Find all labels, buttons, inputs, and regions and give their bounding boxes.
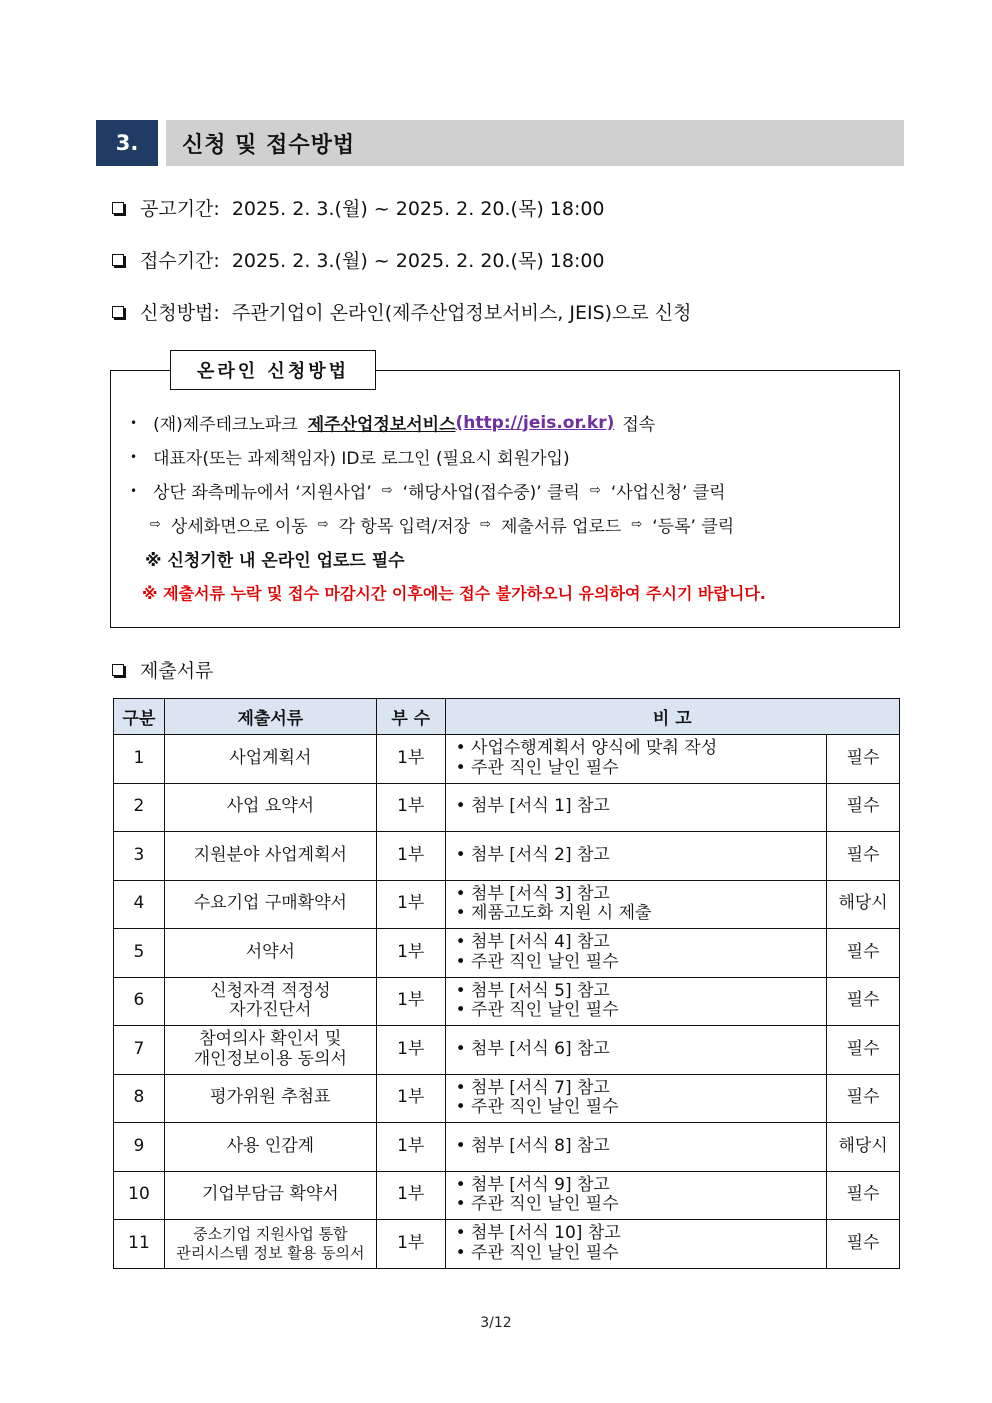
table-row: [114, 1220, 900, 1269]
cell-required: 필수: [827, 832, 900, 881]
checkbox-bullet-icon: [112, 306, 124, 318]
cell-required: 해당시: [827, 1123, 900, 1172]
cell-remarks: [445, 1026, 827, 1075]
step3-b: ‘해당사업(접수중)’ 클릭: [402, 483, 580, 503]
bullet-text: 주관기업이 온라인(제주산업정보서비스, JEIS)으로 신청: [231, 302, 692, 324]
cell-required: 필수: [827, 1074, 900, 1123]
cell-copies: 1부: [376, 1026, 445, 1075]
table-row: [114, 783, 900, 832]
bullet-label: 신청방법:: [140, 302, 220, 324]
cell-no: 6: [114, 977, 165, 1026]
cell-required: 필수: [827, 735, 900, 784]
remark-text: 주관 직인 날인 필수: [471, 1097, 619, 1118]
remark-line2: • 주관 직인 날인 필수: [455, 757, 619, 778]
doc-name-line1: 지원분야 사업계획서: [193, 844, 347, 865]
cell-no: 11: [114, 1220, 165, 1269]
cell-remarks: [445, 832, 827, 881]
cell-doc: [164, 929, 376, 978]
remark-text: 주관 직인 날인 필수: [471, 757, 619, 778]
section-number: 3.: [96, 120, 158, 166]
cell-required: 해당시: [827, 880, 900, 929]
table-row: [114, 1123, 900, 1172]
page-number: 3/12: [480, 1315, 512, 1331]
bullet-application-method: [112, 298, 692, 325]
table-row: [114, 1171, 900, 1220]
remark-text: 주관 직인 날인 필수: [471, 1000, 619, 1021]
remark-line1: • 첨부 [서식 1] 참고: [455, 796, 610, 817]
remark-text: 첨부 [서식 8] 참고: [471, 1135, 610, 1156]
bullet-announcement-period: [112, 194, 605, 221]
online-note-deadline: ※ 신청기한 내 온라인 업로드 필수: [145, 551, 405, 571]
remark-text: 주관 직인 날인 필수: [471, 951, 619, 972]
cell-remarks: [445, 1220, 827, 1269]
remark-text: 첨부 [서식 2] 참고: [471, 844, 610, 865]
remark-line2: • 주관 직인 날인 필수: [455, 1242, 619, 1263]
doc-name-line2: 자가진단서: [229, 1000, 312, 1021]
documents-table: [113, 698, 900, 1269]
arrow-right-icon: ⇨: [589, 483, 601, 498]
doc-name-line1: 서약서: [245, 941, 295, 962]
remark-line2: • 제품고도화 지원 시 제출: [455, 903, 652, 924]
remark-text: 첨부 [서식 9] 참고: [471, 1174, 610, 1195]
cell-remarks: [445, 735, 827, 784]
remark-text: 첨부 [서식 5] 참고: [471, 980, 610, 1001]
cell-no: 5: [114, 929, 165, 978]
cell-required: 필수: [827, 1220, 900, 1269]
header-remarks: 비 고: [445, 699, 899, 735]
table-row: [114, 880, 900, 929]
cell-remarks: [445, 783, 827, 832]
remark-line2: • 주관 직인 날인 필수: [455, 1097, 619, 1118]
cell-copies: 1부: [376, 977, 445, 1026]
cell-no: 2: [114, 783, 165, 832]
cell-doc: [164, 735, 376, 784]
checkbox-bullet-icon: [112, 202, 124, 214]
cell-remarks: [445, 1171, 827, 1220]
step4-a: 상세화면으로 이동: [170, 517, 308, 537]
table-row: [114, 977, 900, 1026]
bullet-label: 공고기간:: [140, 198, 220, 220]
step4-b: 각 항목 입력/저장: [338, 517, 471, 537]
cell-no: 8: [114, 1074, 165, 1123]
remark-text: 첨부 [서식 3] 참고: [471, 883, 610, 904]
cell-required: 필수: [827, 1026, 900, 1075]
service-name: 제주산업정보서비스: [307, 415, 456, 435]
bullet-dot-icon: •: [130, 415, 138, 430]
section-header: [96, 120, 904, 166]
bullet-dot-icon: •: [130, 483, 138, 498]
step4-c: 제출서류 업로드: [501, 517, 622, 537]
step2-text: 대표자(또는 과제책임자) ID로 로그인 (필요시 회원가입): [153, 449, 570, 469]
online-method-title: 온라인 신청방법: [170, 350, 376, 390]
cell-copies: 1부: [376, 735, 445, 784]
remark-line1: • 첨부 [서식 2] 참고: [455, 844, 610, 865]
docs-heading: [112, 656, 213, 683]
remark-line1: • 첨부 [서식 10] 참고: [455, 1223, 621, 1244]
cell-copies: 1부: [376, 929, 445, 978]
cell-required: 필수: [827, 783, 900, 832]
cell-copies: 1부: [376, 783, 445, 832]
doc-name-line1: 수요기업 구매확약서: [193, 893, 347, 914]
cell-remarks: [445, 977, 827, 1026]
table-row: [114, 832, 900, 881]
header-no: 구분: [114, 699, 165, 735]
doc-name-line2: 개인정보이용 동의서: [193, 1048, 347, 1069]
remark-text: 첨부 [서식 7] 참고: [471, 1077, 610, 1098]
step1-prefix: (재)제주테크노파크: [153, 415, 298, 435]
cell-remarks: [445, 880, 827, 929]
cell-doc: [164, 1123, 376, 1172]
cell-doc: [164, 977, 376, 1026]
doc-name-line1: 기업부담금 확약서: [201, 1184, 339, 1205]
step4-d: ‘등록’ 클릭: [652, 517, 735, 537]
doc-name-line1: 참여의사 확인서 및: [199, 1029, 342, 1050]
cell-no: 9: [114, 1123, 165, 1172]
arrow-right-icon: ⇨: [631, 517, 643, 532]
bullet-text: 2025. 2. 3.(월) ~ 2025. 2. 20.(목) 18:00: [231, 198, 605, 220]
cell-doc: [164, 832, 376, 881]
cell-doc: [164, 1171, 376, 1220]
remark-line1: • 첨부 [서식 4] 참고: [455, 932, 610, 953]
cell-copies: 1부: [376, 880, 445, 929]
arrow-right-icon: ⇨: [150, 517, 161, 532]
cell-no: 4: [114, 880, 165, 929]
table-row: [114, 1026, 900, 1075]
table-row: [114, 1074, 900, 1123]
table-header-row: [114, 699, 900, 735]
cell-copies: 1부: [376, 832, 445, 881]
bullet-dot-icon: •: [130, 449, 138, 464]
arrow-right-icon: ⇨: [381, 483, 393, 498]
remark-text: 첨부 [서식 6] 참고: [471, 1038, 610, 1059]
cell-copies: 1부: [376, 1074, 445, 1123]
cell-no: 7: [114, 1026, 165, 1075]
online-note-warning: ※ 제출서류 누락 및 접수 마감시간 이후에는 접수 불가하오니 유의하여 주시기 바랍니다.: [142, 584, 766, 603]
cell-doc: [164, 1074, 376, 1123]
remark-text: 주관 직인 날인 필수: [471, 1242, 619, 1263]
remark-text: 주관 직인 날인 필수: [471, 1194, 619, 1215]
remark-text: 첨부 [서식 10] 참고: [471, 1223, 621, 1244]
cell-required: 필수: [827, 1171, 900, 1220]
cell-doc: [164, 1026, 376, 1075]
remark-line2: • 주관 직인 날인 필수: [455, 1194, 619, 1215]
cell-remarks: [445, 1074, 827, 1123]
remark-line1: • 첨부 [서식 5] 참고: [455, 980, 610, 1001]
bullet-label: 접수기간:: [140, 250, 220, 272]
cell-copies: 1부: [376, 1171, 445, 1220]
online-step-1: [130, 410, 655, 435]
remark-line1: • 첨부 [서식 6] 참고: [455, 1038, 610, 1059]
cell-doc: [164, 880, 376, 929]
bullet-text: 2025. 2. 3.(월) ~ 2025. 2. 20.(목) 18:00: [231, 250, 605, 272]
cell-remarks: [445, 929, 827, 978]
step1-suffix: 접속: [622, 415, 656, 435]
doc-name-line1: 사업계획서: [229, 747, 312, 768]
remark-text: 첨부 [서식 4] 참고: [471, 932, 610, 953]
doc-name-line1: 중소기업 지원사업 통합: [193, 1225, 348, 1243]
cell-doc: [164, 783, 376, 832]
jeis-link[interactable]: (http://jeis.or.kr): [455, 412, 615, 433]
remark-text: 사업수행계획서 양식에 맞춰 작성: [471, 738, 718, 759]
section-title: 신청 및 접수방법: [166, 120, 904, 166]
cell-copies: 1부: [376, 1123, 445, 1172]
cell-no: 1: [114, 735, 165, 784]
docs-heading-text: 제출서류: [140, 660, 214, 682]
header-copies: 부 수: [376, 699, 445, 735]
checkbox-bullet-icon: [112, 254, 124, 266]
online-step-2: [130, 444, 570, 469]
remark-line1: • 첨부 [서식 7] 참고: [455, 1077, 610, 1098]
doc-name-line1: 신청자격 적정성: [210, 980, 331, 1001]
doc-name-line2: 관리시스템 정보 활용 동의서: [176, 1243, 365, 1262]
bullet-reception-period: [112, 246, 605, 273]
doc-name-line1: 사용 인감계: [226, 1135, 315, 1156]
table-row: [114, 735, 900, 784]
doc-name-line1: 사업 요약서: [226, 796, 315, 817]
arrow-right-icon: ⇨: [317, 517, 329, 532]
arrow-right-icon: ⇨: [480, 517, 491, 532]
remark-line1: • 첨부 [서식 9] 참고: [455, 1174, 610, 1195]
cell-remarks: [445, 1123, 827, 1172]
step3-a: 상단 좌측메뉴에서 ‘지원사업’: [153, 483, 372, 503]
online-step-4: [150, 512, 734, 537]
remark-line1: • 첨부 [서식 8] 참고: [455, 1135, 610, 1156]
remark-line1: • 사업수행계획서 양식에 맞춰 작성: [455, 738, 718, 759]
header-doc: 제출서류: [164, 699, 376, 735]
cell-no: 10: [114, 1171, 165, 1220]
cell-copies: 1부: [376, 1220, 445, 1269]
remark-text: 첨부 [서식 1] 참고: [471, 796, 610, 817]
cell-required: 필수: [827, 977, 900, 1026]
step3-c: ‘사업신청’ 클릭: [610, 483, 726, 503]
table-row: [114, 929, 900, 978]
cell-doc: [164, 1220, 376, 1269]
checkbox-bullet-icon: [112, 664, 124, 676]
cell-no: 3: [114, 832, 165, 881]
remark-line2: • 주관 직인 날인 필수: [455, 1000, 619, 1021]
online-step-3: [130, 478, 726, 503]
doc-name-line1: 평가위원 추첨표: [210, 1087, 331, 1108]
remark-text: 제품고도화 지원 시 제출: [471, 903, 652, 924]
cell-required: 필수: [827, 929, 900, 978]
remark-line2: • 주관 직인 날인 필수: [455, 951, 619, 972]
remark-line1: • 첨부 [서식 3] 참고: [455, 883, 610, 904]
